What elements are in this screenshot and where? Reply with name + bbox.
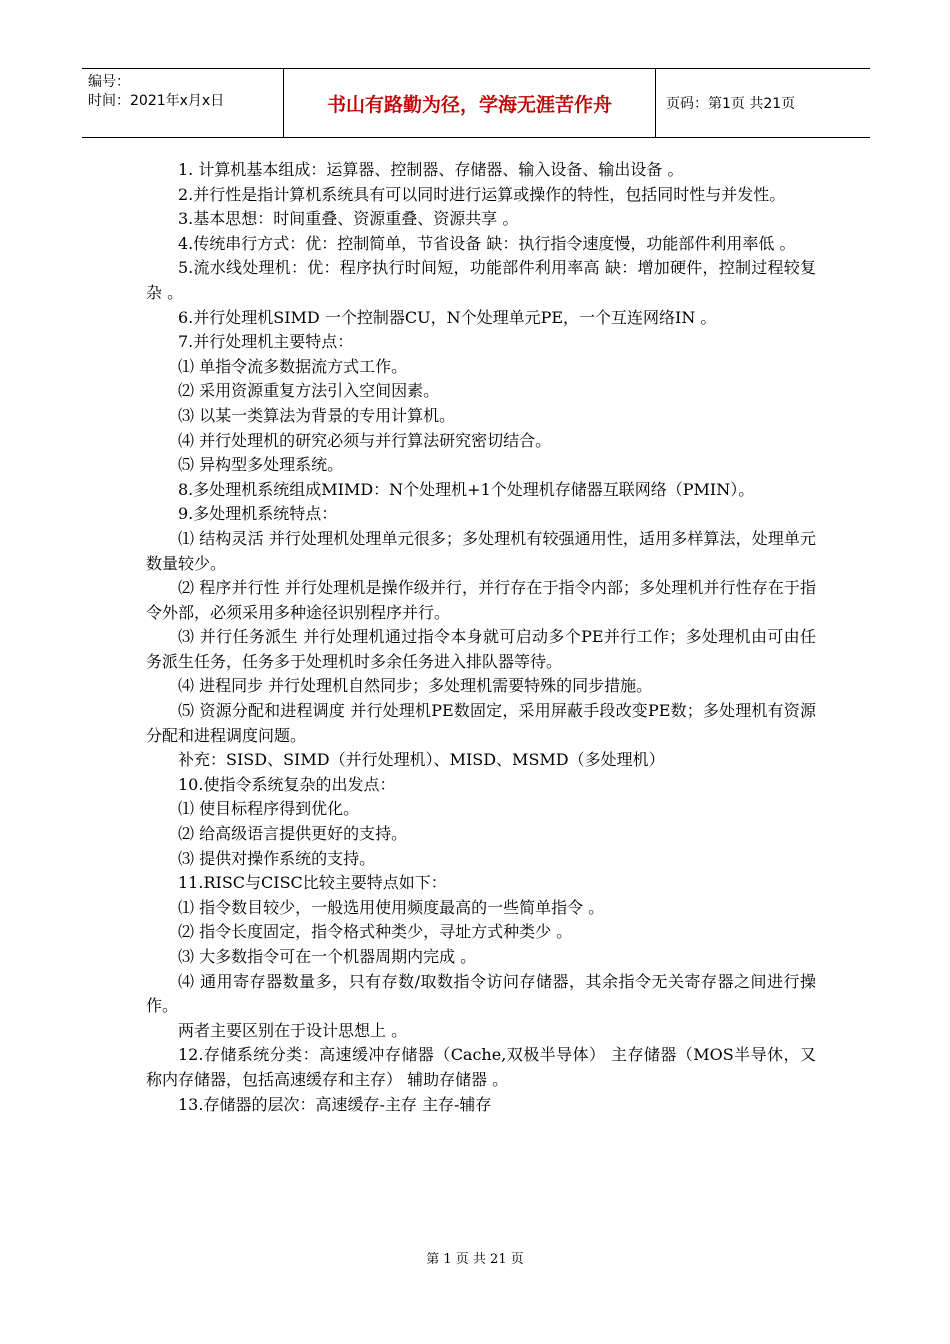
paragraph: 4.传统串行方式：优：控制简单，节省设备 缺：执行指令速度慢，功能部件利用率低 。 xyxy=(178,233,796,253)
paragraph: 6.并行处理机SIMD 一个控制器CU，N个处理单元PE，一个互连网络IN 。 xyxy=(178,307,717,327)
list-item: ⑸ 异构型多处理系统。 xyxy=(178,455,344,475)
list-item: ⑴ 结构灵活 并行处理机处理单元很多；多处理机有较强通用性，适用多样算法，处理单元数量较少。 xyxy=(146,528,816,573)
paragraph: 9.多处理机系统特点： xyxy=(178,504,338,524)
paragraph: 7.并行处理机主要特点： xyxy=(178,332,354,352)
document-body xyxy=(146,158,816,1117)
paragraph: 12.存储系统分类：高速缓冲存储器（Cache,双极半导体） 主存储器（MOS半导休，又称内存储器，包括高速缓存和主存） 辅助存储器 。 xyxy=(146,1045,816,1089)
page-header xyxy=(82,68,870,138)
header-page-info: 页码：第1页 共21页 xyxy=(666,96,796,112)
paragraph: 8.多处理机系统组成MIMD：N个处理机+1个处理机存储器互联网络（PMIN）。 xyxy=(178,479,755,499)
paragraph: 5.流水线处理机：优：程序执行时间短，功能部件利用率高 缺：增加硬件，控制过程较复杂 。 xyxy=(146,258,816,302)
paragraph: 两者主要区别在于设计思想上 。 xyxy=(178,1020,408,1040)
list-item: ⑴ 使目标程序得到优化。 xyxy=(178,799,360,819)
paragraph: 11.RISC与CISC比较主要特点如下： xyxy=(178,873,447,893)
document-date: 时间：2021年x月x日 xyxy=(88,93,225,109)
paragraph: 1. 计算机基本组成：运算器、控制器、存储器、输入设备、输出设备 。 xyxy=(178,160,684,179)
list-item: ⑶ 大多数指令可在一个机器周期内完成 。 xyxy=(178,947,477,966)
list-item: ⑷ 并行处理机的研究必须与并行算法研究密切结合。 xyxy=(178,430,552,450)
page-footer: 第 1 页 共 21 页 xyxy=(426,1252,524,1267)
list-item: ⑸ 资源分配和进程调度 并行处理机PE数固定，采用屏蔽手段改变PE数；多处理机有资源分配和进程调度问题。 xyxy=(146,701,816,745)
paragraph: 13.存储器的层次：高速缓存-主存 主存-辅存 xyxy=(178,1094,492,1114)
list-item: ⑶ 提供对操作系统的支持。 xyxy=(178,848,376,868)
paragraph: 10.使指令系统复杂的出发点： xyxy=(178,774,396,794)
list-item: ⑵ 给高级语言提供更好的支持。 xyxy=(178,824,408,844)
list-item: ⑶ 以某一类算法为背景的专用计算机。 xyxy=(178,405,456,425)
paragraph: 补充：SISD、SIMD（并行处理机）、MISD、MSMD（多处理机） xyxy=(178,750,665,770)
list-item: ⑵ 程序并行性 并行处理机是操作级并行，并行存在于指令内部；多处理机并行性存在于指令外部，必须采用多种途径识别程序并行。 xyxy=(146,578,816,622)
document-number-label: 编号： xyxy=(88,74,130,90)
list-item: ⑶ 并行任务派生 并行处理机通过指令本身就可启动多个PE并行工作；多处理机由可由任务派生任务，任务多于处理机时多余任务进入排队器等待。 xyxy=(146,627,816,671)
header-motto: 书山有路勤为径，学海无涯苦作舟 xyxy=(284,69,656,137)
list-item: ⑷ 进程同步 并行处理机自然同步；多处理机需要特殊的同步措施。 xyxy=(178,676,653,696)
list-item: ⑴ 指令数目较少，一般选用使用频度最高的一些简单指令 。 xyxy=(178,897,605,917)
list-item: ⑵ 指令长度固定，指令格式种类少，寻址方式种类少 。 xyxy=(178,922,573,942)
list-item: ⑵ 采用资源重复方法引入空间因素。 xyxy=(178,381,440,401)
header-meta xyxy=(82,69,284,137)
paragraph: 3.基本思想：时间重叠、资源重叠、资源共享 。 xyxy=(178,209,519,229)
list-item: ⑴ 单指令流多数据流方式工作。 xyxy=(178,356,408,376)
paragraph: 2.并行性是指计算机系统具有可以同时进行运算或操作的特性，包括同时性与并发性。 xyxy=(178,184,786,204)
list-item: ⑷ 通用寄存器数量多，只有存数/取数指令访问存储器，其余指令无关寄存器之间进行操作。 xyxy=(146,971,816,1016)
